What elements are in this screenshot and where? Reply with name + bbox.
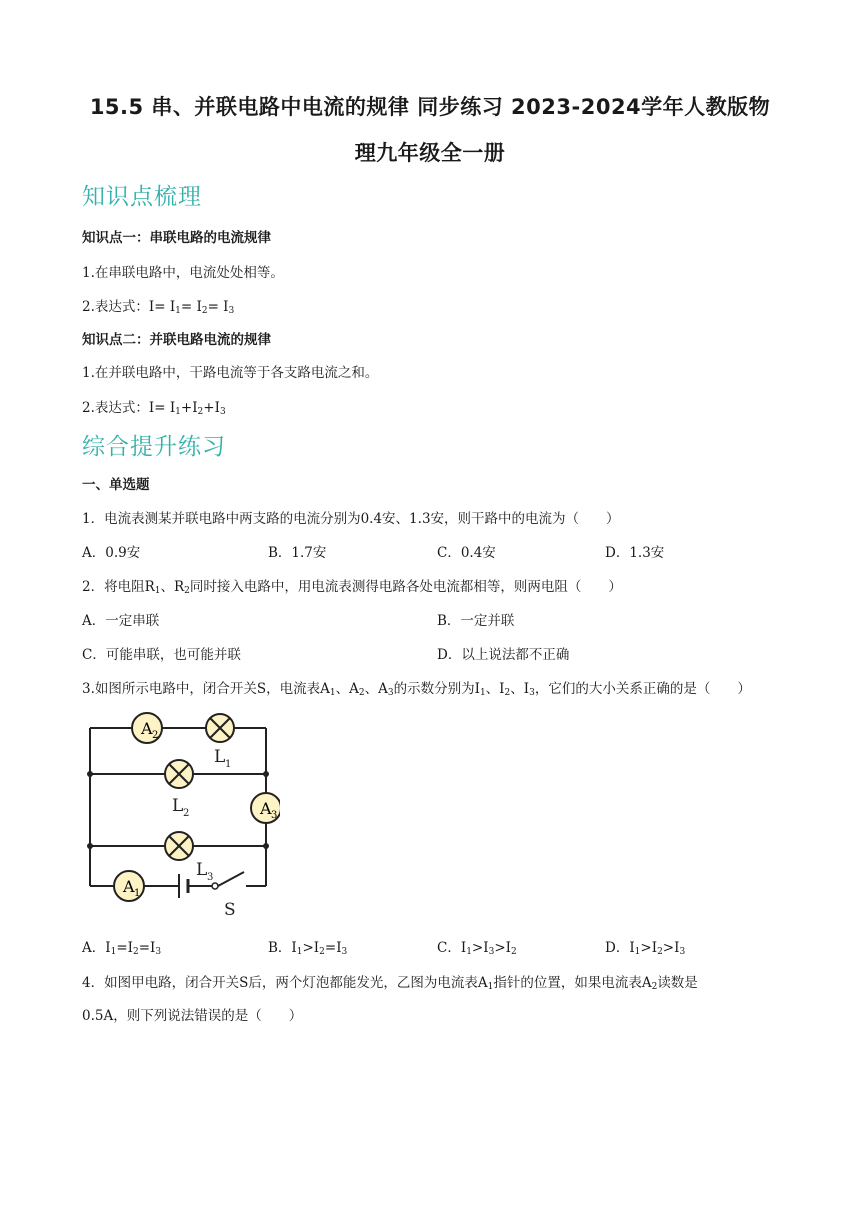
formula-part: +I xyxy=(203,400,220,416)
kp1-item2 xyxy=(82,295,234,316)
sub: 2 xyxy=(510,947,517,957)
q1-option-d: D．1.3安 xyxy=(605,545,665,561)
text: 、R xyxy=(160,579,185,595)
q3-stem xyxy=(82,677,751,698)
kp2-item1: 1.在并联电路中，干路电流等于各支路电流之和。 xyxy=(82,365,379,381)
sub: 1 xyxy=(487,982,494,992)
text: ，它们的大小关系正确的是（ ） xyxy=(534,681,751,697)
sub: 1 xyxy=(175,306,181,316)
sub: 3 xyxy=(488,947,495,957)
sub: 2 xyxy=(201,306,208,316)
sub: 2 xyxy=(358,688,365,698)
kp1-title: 知识点一：串联电路的电流规律 xyxy=(82,230,271,246)
text: 读数是 xyxy=(657,975,698,991)
text: I xyxy=(460,940,467,956)
text: >I xyxy=(494,940,511,956)
sub: 3 xyxy=(228,306,235,316)
q2-stem xyxy=(82,575,622,596)
text: D． xyxy=(605,940,630,956)
text: 同时接入电路中，用电流表测得电路各处电流都相等，则两电阻（ ） xyxy=(189,579,622,595)
sub: 3 xyxy=(529,688,535,698)
sub: 2 xyxy=(651,982,658,992)
knowledge-heading: 知识点梳理 xyxy=(82,184,202,210)
q3-circuit-diagram xyxy=(80,708,280,923)
sub: 3 xyxy=(155,947,162,957)
sub: 1 xyxy=(296,947,303,957)
text: 、A xyxy=(364,681,388,697)
junction-dot xyxy=(87,771,93,777)
sub: 2 xyxy=(319,947,325,957)
ammeter-a2 xyxy=(132,713,162,743)
sub: 3 xyxy=(219,407,226,417)
text: >I xyxy=(662,940,680,956)
text: I xyxy=(105,940,111,956)
kp1-item1: 1.在串联电路中，电流处处相等。 xyxy=(82,265,284,281)
sub: 1 xyxy=(634,947,641,957)
junction-dot xyxy=(263,771,269,777)
label-sub: 1 xyxy=(225,759,232,770)
title-line-2: 理九年级全一册 xyxy=(354,141,506,165)
meter-sub: 1 xyxy=(134,888,141,899)
lamp-l1 xyxy=(206,714,234,742)
formula-part: = I xyxy=(207,299,229,315)
q1-option-c: C．0.4安 xyxy=(437,545,496,561)
text: 、I xyxy=(485,681,505,697)
meter-sub: 3 xyxy=(271,810,278,821)
sub: 3 xyxy=(341,947,348,957)
q3-option-d xyxy=(605,936,685,957)
meter-label: A xyxy=(260,799,272,818)
q4-stem-line1 xyxy=(82,971,698,992)
sub: 2 xyxy=(504,688,511,698)
lamp-l2 xyxy=(165,760,193,788)
q3-option-a xyxy=(82,936,161,957)
text: C． xyxy=(437,940,461,956)
switch-pivot xyxy=(212,883,218,889)
sub: 2 xyxy=(197,407,204,417)
meter-label: A xyxy=(123,877,135,896)
text: A． xyxy=(82,940,106,956)
text: >I xyxy=(302,940,320,956)
formula-part: = I xyxy=(180,299,202,315)
switch-blade xyxy=(218,872,244,886)
title-line-1: 15.5 串、并联电路中电流的规律 同步练习 2023-2024学年人教版物 xyxy=(89,95,771,119)
q1-option-b: B．1.7安 xyxy=(268,545,327,561)
sub: 3 xyxy=(387,688,394,698)
sub: 1 xyxy=(175,407,181,417)
q2-option-c: C．可能串联，也可能并联 xyxy=(82,647,241,663)
formula-part: +I xyxy=(180,400,198,416)
text: 、A xyxy=(335,681,359,697)
label-sub: 3 xyxy=(207,872,214,883)
kp1-formula-start: 2.表达式：I= I xyxy=(82,299,176,315)
text: >I xyxy=(640,940,658,956)
label-l1: L xyxy=(214,747,226,767)
text: I xyxy=(629,940,635,956)
label-switch: S xyxy=(224,900,236,920)
text: 3.如图所示电路中，闭合开关S，电流表A xyxy=(82,681,330,697)
kp2-item2 xyxy=(82,396,226,417)
sub: 2 xyxy=(184,586,190,596)
ammeter-a3 xyxy=(251,793,280,823)
label-l2: L xyxy=(172,796,184,816)
meter-sub: 2 xyxy=(152,730,159,741)
label-l3: L xyxy=(196,860,208,880)
meter-label: A xyxy=(141,719,153,738)
text: 的示数分别为I xyxy=(393,681,480,697)
section-single-choice: 一、单选题 xyxy=(82,477,150,493)
q4-stem-line2: 0.5A，则下列说法错误的是（ ） xyxy=(82,1008,303,1024)
text: 、I xyxy=(510,681,530,697)
text: I xyxy=(291,940,297,956)
q3-option-b xyxy=(268,936,347,957)
practice-heading: 综合提升练习 xyxy=(82,434,226,460)
q1-stem: 1．电流表测某并联电路中两支路的电流分别为0.4安、1.3安，则干路中的电流为（ ） xyxy=(82,511,620,527)
sub: 2 xyxy=(132,947,139,957)
sub: 3 xyxy=(679,947,686,957)
q2-option-a: A．一定串联 xyxy=(82,613,160,629)
label-sub: 2 xyxy=(183,808,190,819)
sub: 2 xyxy=(657,947,663,957)
sub: 1 xyxy=(466,947,472,957)
q1-option-a: A．0.9安 xyxy=(82,545,141,561)
ammeter-a1 xyxy=(114,871,144,901)
text: 2．将电阻R xyxy=(82,579,155,595)
sub: 1 xyxy=(110,947,117,957)
text: =I xyxy=(324,940,342,956)
kp2-formula-start: 2.表达式：I= I xyxy=(82,400,176,416)
text: 4．如图甲电路，闭合开关S后，两个灯泡都能发光，乙图为电流表A xyxy=(82,975,488,991)
sub: 1 xyxy=(154,586,161,596)
text: >I xyxy=(471,940,489,956)
kp2-title: 知识点二：并联电路电流的规律 xyxy=(82,332,271,348)
junction-dot xyxy=(263,843,269,849)
q3-option-c xyxy=(437,936,517,957)
text: =I xyxy=(138,940,156,956)
document-title xyxy=(78,84,782,176)
text: 指针的位置，如果电流表A xyxy=(493,975,652,991)
sub: 1 xyxy=(329,688,336,698)
q2-option-d: D．以上说法都不正确 xyxy=(437,647,570,663)
lamp-l3 xyxy=(165,832,193,860)
q2-option-b: B．一定并联 xyxy=(437,613,515,629)
text: B． xyxy=(268,940,292,956)
junction-dot xyxy=(87,843,93,849)
text: =I xyxy=(116,940,133,956)
sub: 1 xyxy=(479,688,486,698)
